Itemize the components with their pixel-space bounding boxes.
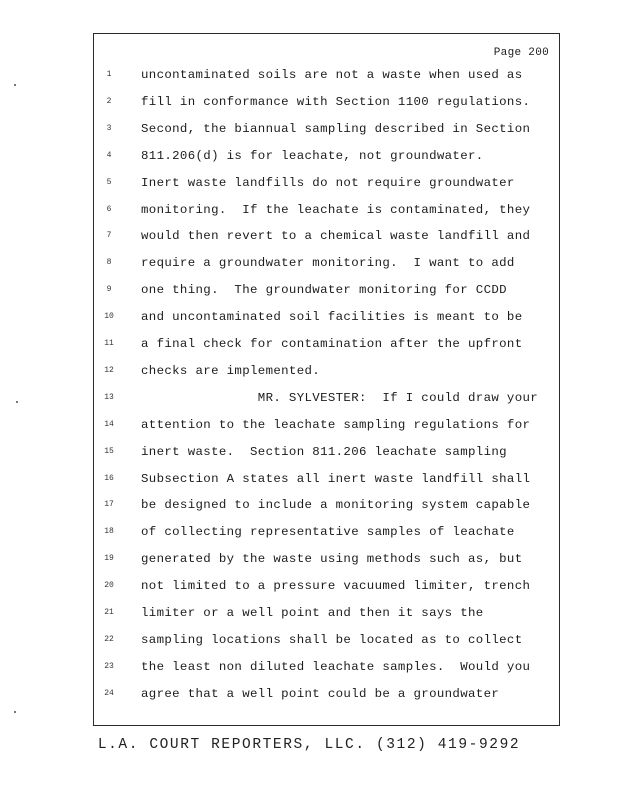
line-number: 14	[104, 419, 114, 429]
line-text: limiter or a well point and then it says the	[141, 606, 484, 620]
line-text: checks are implemented.	[141, 363, 321, 378]
line-number: 20	[104, 581, 114, 591]
transcript-line	[94, 579, 559, 605]
line-number: 15	[104, 446, 114, 456]
line-number: 16	[104, 473, 114, 483]
line-number: 1	[106, 70, 112, 79]
line-text: uncontaminated soils are not a waste when used as	[141, 68, 523, 82]
line-number: 7	[106, 231, 112, 241]
transcript-line	[94, 687, 559, 713]
line-number: 11	[104, 339, 114, 348]
line-number: 24	[104, 688, 114, 698]
line-number: 2	[106, 96, 112, 106]
transcript-line	[94, 606, 559, 632]
line-number: 23	[104, 661, 114, 671]
transcript-line	[94, 229, 559, 255]
line-text: and uncontaminated soil facilities is meant to be	[141, 310, 523, 325]
transcript-line	[94, 256, 559, 282]
line-number: 19	[104, 554, 114, 564]
line-text: the least non diluted leachate samples. Would you	[141, 659, 531, 674]
transcript-page-frame	[93, 33, 560, 726]
transcript-line	[94, 149, 559, 175]
transcript-line	[94, 525, 559, 551]
line-text: 811.206(d) is for leachate, not groundwater.	[141, 148, 484, 163]
transcript-line	[94, 498, 559, 524]
line-number: 21	[104, 608, 114, 617]
reporter-footer: L.A. COURT REPORTERS, LLC. (312) 419-9292	[97, 737, 521, 753]
line-number: 8	[106, 258, 112, 268]
transcript-line	[94, 122, 559, 148]
scan-speck	[14, 711, 16, 713]
transcript-line	[94, 552, 559, 578]
transcript-line	[94, 283, 559, 309]
line-text: not limited to a pressure vacuumed limiter, trench	[141, 579, 531, 594]
line-number: 4	[106, 150, 112, 160]
line-text: a final check for contamination after the upfront	[141, 337, 523, 351]
line-text: monitoring. If the leachate is contaminated, they	[141, 202, 531, 217]
transcript-line	[94, 660, 559, 686]
transcript-line	[94, 95, 559, 121]
line-text: be designed to include a monitoring system capable	[141, 498, 531, 513]
line-number: 3	[106, 123, 112, 133]
transcript-line	[94, 310, 559, 336]
line-text: attention to the leachate sampling regulations for	[141, 417, 531, 432]
transcript-line	[94, 418, 559, 444]
line-text: of collecting representative samples of leachate	[141, 525, 515, 540]
transcript-line	[94, 176, 559, 202]
line-number: 13	[104, 392, 114, 402]
line-text: inert waste. Section 811.206 leachate sampling	[141, 444, 507, 459]
transcript-line	[94, 337, 559, 363]
line-number: 22	[104, 634, 114, 644]
line-text: one thing. The groundwater monitoring for CCDD	[141, 283, 507, 298]
line-number: 6	[106, 204, 112, 214]
line-text: sampling locations shall be located as to collect	[141, 632, 523, 647]
transcript-line	[94, 391, 559, 417]
line-text: fill in conformance with Section 1100 regulations.	[141, 94, 531, 109]
line-number: 10	[104, 312, 114, 322]
line-text: Second, the biannual sampling described in Section	[141, 121, 531, 136]
line-text: Subsection A states all inert waste landfill shall	[141, 471, 531, 486]
transcript-line	[94, 445, 559, 471]
line-text: would then revert to a chemical waste landfill and	[141, 229, 531, 244]
page-number: Page 200	[493, 47, 549, 59]
line-text: generated by the waste using methods such as, but	[141, 552, 523, 567]
line-text: require a groundwater monitoring. I want to add	[141, 256, 515, 271]
transcript-line	[94, 203, 559, 229]
scan-speck	[16, 401, 18, 403]
line-number: 5	[106, 177, 112, 187]
line-text: MR. SYLVESTER: If I could draw your	[141, 390, 539, 405]
transcript-line	[94, 633, 559, 659]
transcript-line	[94, 68, 559, 94]
line-number: 12	[104, 365, 114, 375]
line-text: agree that a well point could be a groundwater	[141, 686, 500, 701]
line-number: 18	[104, 527, 114, 537]
transcript-line	[94, 364, 559, 390]
transcript-line	[94, 472, 559, 498]
line-number: 9	[106, 285, 112, 295]
scan-speck	[14, 84, 16, 86]
line-text: Inert waste landfills do not require groundwater	[141, 175, 515, 190]
line-number: 17	[104, 500, 114, 510]
